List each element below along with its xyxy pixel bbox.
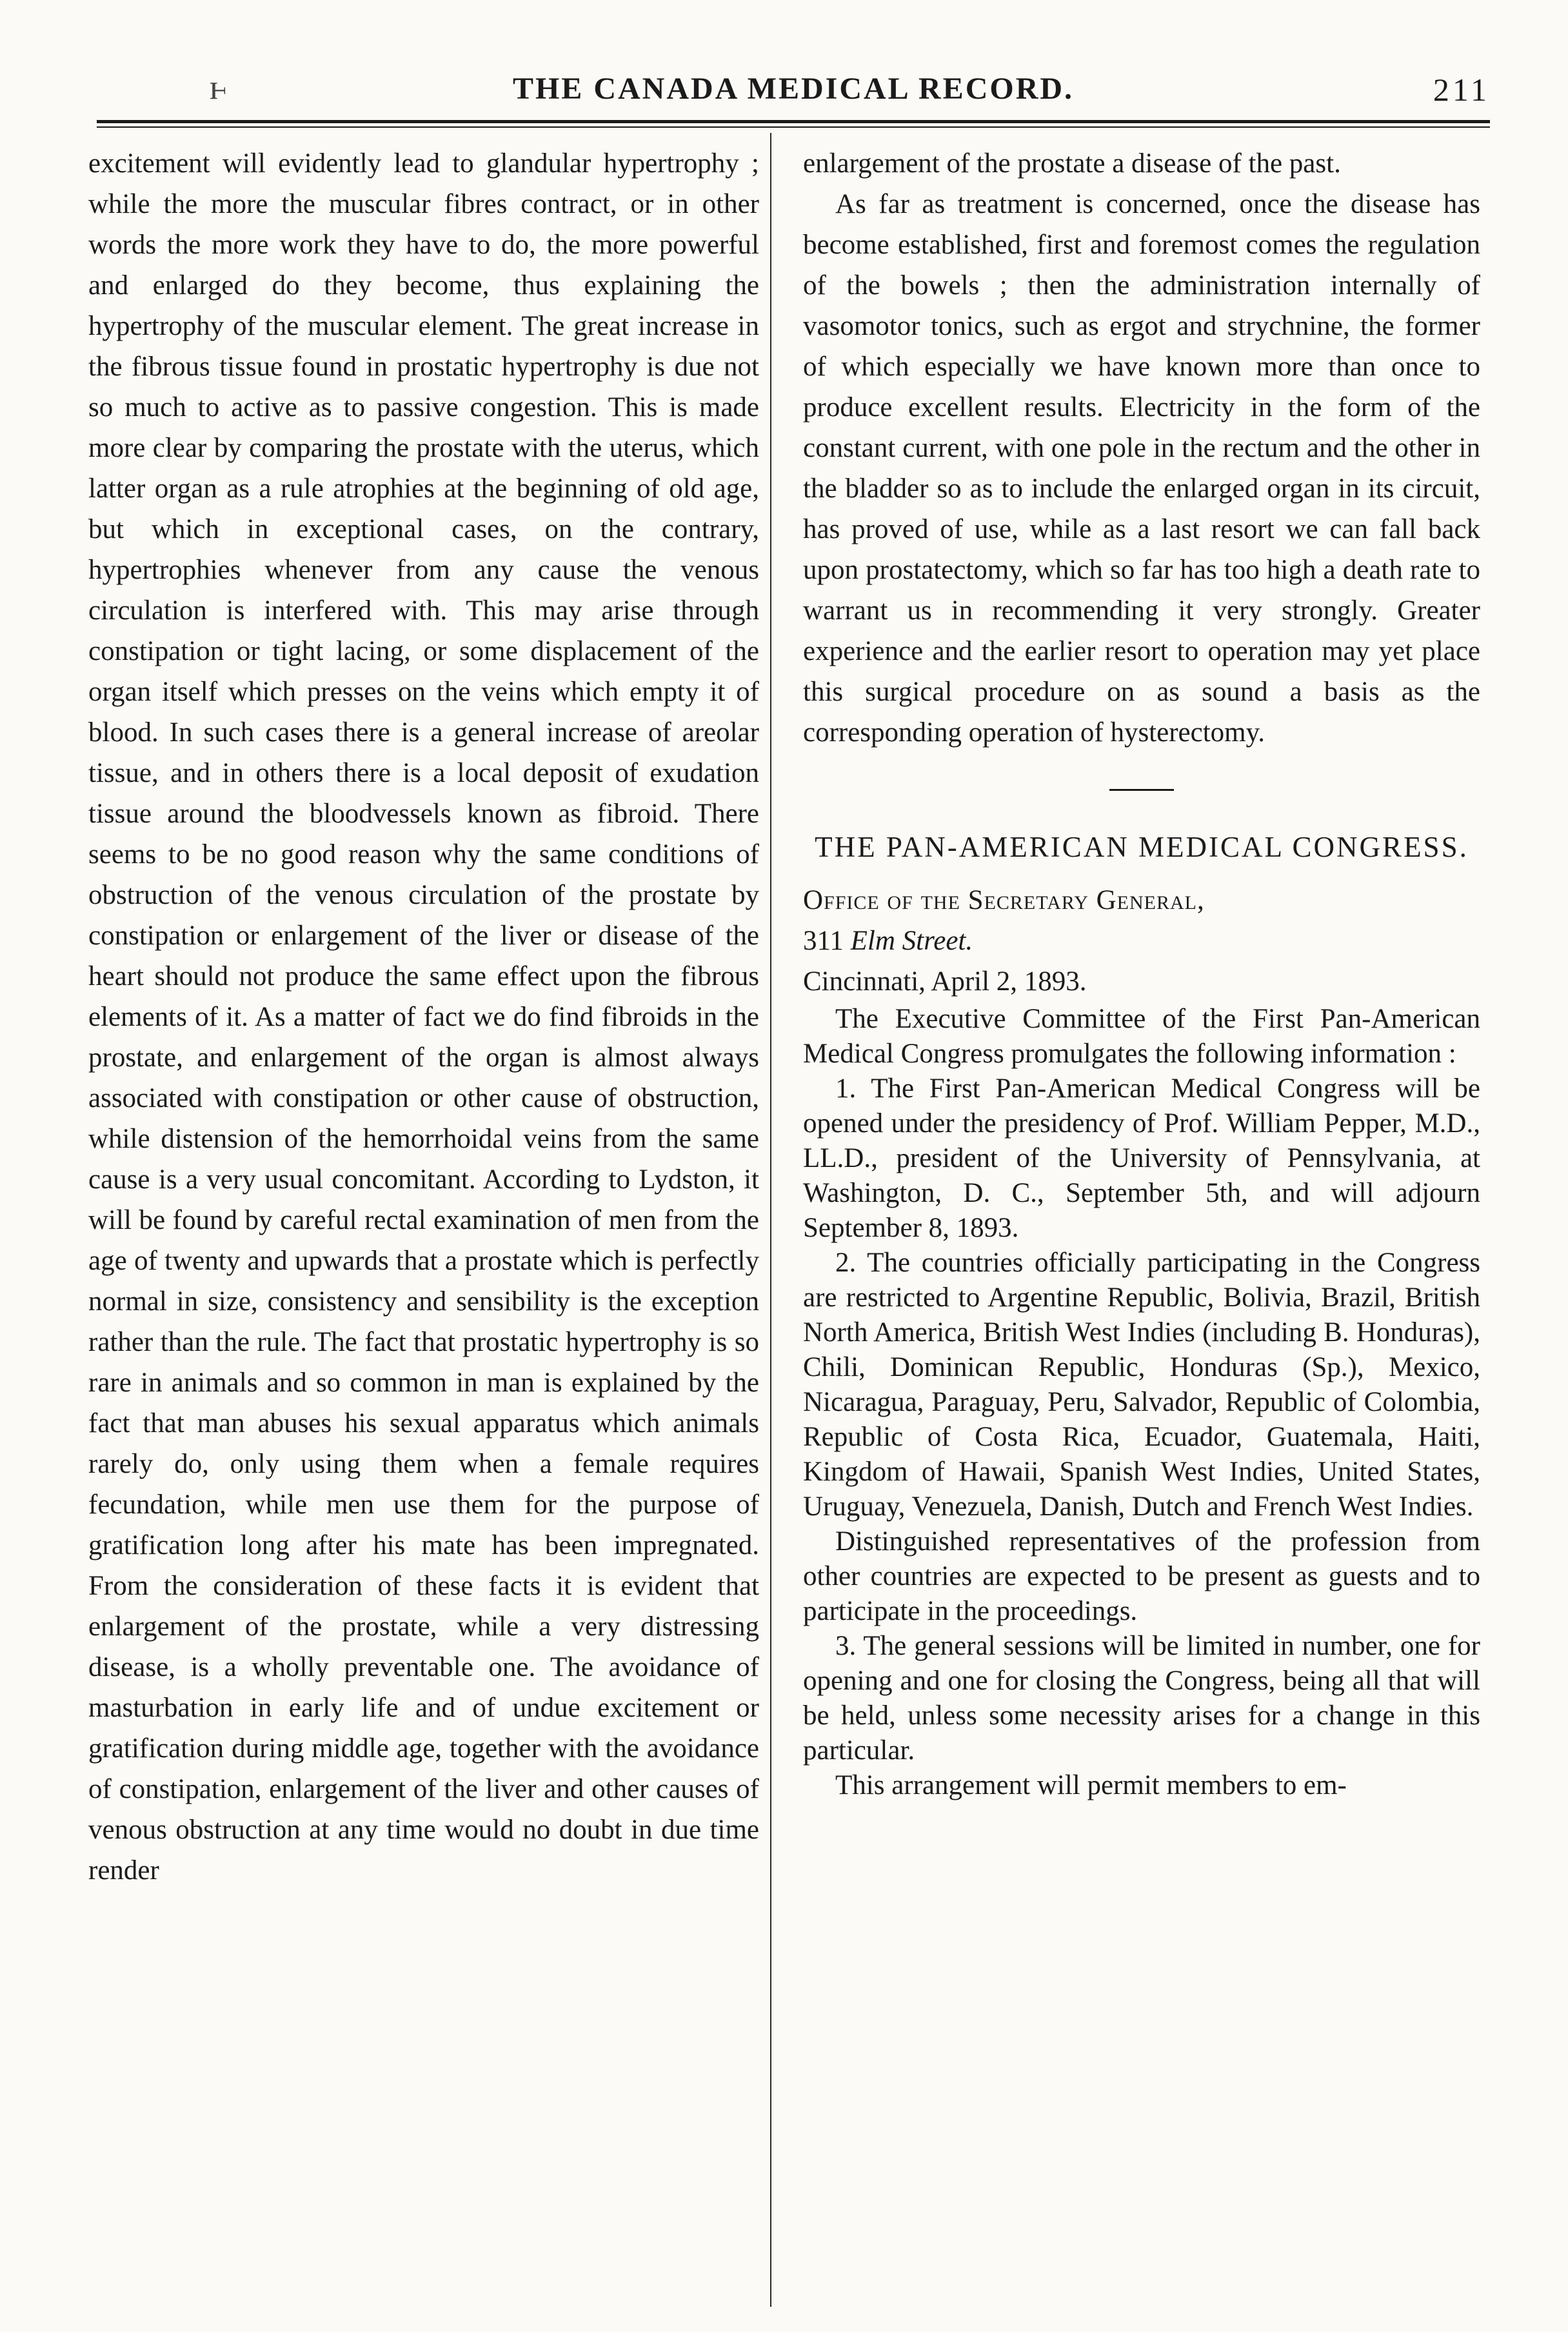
- treatment-paragraph: As far as treatment is concerned, once the disease has become established, first and foremost comes the regulation of the bowels ; then the administration internally of vasomotor tonics, such as ergot and strychnine, the former of which especially we have known more than once to produce excellent results. Electricity in the form of the constant current, with one pole in the rectum and the other in the bladder so as to include the enlarged organ in its circuit, has proved of use, while as a last resort we can fall back upon prostatectomy, which so far has too high a death rate to warrant us in recommending it very strongly. Greater experience and the earlier resort to operation may yet place this surgical procedure on as sound a basis as the corresponding operation of hysterectomy.: [803, 189, 1480, 748]
- journal-title: THE CANADA MEDICAL RECORD.: [512, 72, 1075, 106]
- closing-line: This arrangement will permit members to em-: [835, 1770, 1347, 1800]
- body-paragraph: excitement will evidently lead to glandular hypertrophy ; while the more the muscular fibres contract, or in other words the more work they have to do, the more powerful and enlarged do they become, thus explaining the hypertrophy of the muscular element. The great increase in the fibrous tissue found in prostatic hypertrophy is due not so much to active as to passive congestion. This is made more clear by comparing the prostate with the uterus, which latter organ as a rule atrophies at the beginning of old age, but which in exceptional cases, on the contrary, hypertrophies whenever from any cause the venous circulation is interfered with. This may arise through constipation or tight lacing, or some displacement of the organ itself which presses on the veins which empty it of blood. In such cases there is a general increase of areolar tissue, and in others there is a local deposit of exudation tissue around the bloodvessels known as fibroid. There seems to be no good reason why the same conditions of obstruction of the venous circulation of the prostate by constipation or enlargement of the liver or disease of the heart should not produce the same effect upon the fibrous elements of it. As a matter of fact we do find fibroids in the prostate, and enlargement of the organ is almost always associated with constipation or other cause of obstruction, while distension of the hemorrhoidal veins from the same cause is a very usual concomitant. According to Lydston, it will be found by careful rectal examination of men from the age of twenty and upwards that a prostate which is perfectly normal in size, consistency and sensibility is the exception rather than the rule. The fact that prostatic hypertrophy is so rare in animals and so common in man is explained by the fact that man abuses his sexual apparatus which animals rarely do, only using them when a female requires fecundation, while men use them for the purpose of gratification long after his mate has been impregnated. From the consideration of these facts it is evident that enlargement of the prostate, while a very distressing disease, is a wholly preventable one. The avoidance of masturbation in early life and of undue excitement or gratification during middle age, together with the avoidance of constipation, enlargement of the liver and other causes of venous obstruction at any time would no doubt in due time render: [88, 148, 759, 1886]
- header-rule: [97, 120, 1490, 123]
- right-column: [803, 143, 1480, 1803]
- dateline: Cincinnati, April 2, 1893.: [803, 966, 1087, 997]
- item-1: 1. The First Pan-American Medical Congress will be opened under the presidency of Prof. William Pepper, M.D., LL.D., president of the University of Pennsylvania, at Washington, D. C., September 5th, and will adjourn September 8, 1893.: [803, 1073, 1480, 1243]
- margin-mark: ⱶ: [210, 68, 228, 106]
- running-header: [97, 67, 1490, 112]
- intro-paragraph: The Executive Committee of the First Pan-American Medical Congress promulgates the following information :: [803, 1004, 1480, 1069]
- guests-paragraph: Distinguished representatives of the profession from other countries are expected to be present as guests and to participate in the proceedings.: [803, 1526, 1480, 1626]
- section-title: THE PAN-AMERICAN MEDICAL CONGRESS.: [815, 831, 1469, 863]
- column-divider: [770, 133, 771, 2307]
- address-street: Elm Street.: [850, 926, 973, 956]
- section-separator: [1109, 789, 1174, 791]
- address-number: 311: [803, 926, 844, 956]
- item-2: 2. The countries officially participating in the Congress are restricted to Argentine Republic, Bolivia, Brazil, British North America, British West Indies (including B. Honduras), Chili, Dominican Republic, Honduras (Sp.), Mexico, Nicaragua, Paraguay, Peru, Salvador, Republic of Colombia, Republic of Costa Rica, Ecuador, Guatemala, Haiti, Kingdom of Hawaii, Spanish West Indies, United States, Uruguay, Venezuela, Danish, Dutch and French West Indies.: [803, 1248, 1480, 1522]
- header-rule-thin: [97, 126, 1490, 128]
- continuation-paragraph: enlargement of the prostate a disease of the past.: [803, 148, 1341, 179]
- address-line: [803, 921, 1480, 961]
- page-number: 211: [1433, 72, 1490, 108]
- office-line: Office of the Secretary General,: [803, 885, 1205, 915]
- left-column: [88, 143, 759, 1891]
- item-3: 3. The general sessions will be limited in number, one for opening and one for closing the Congress, being all that will be held, unless some necessity arises for a change in this particular.: [803, 1631, 1480, 1766]
